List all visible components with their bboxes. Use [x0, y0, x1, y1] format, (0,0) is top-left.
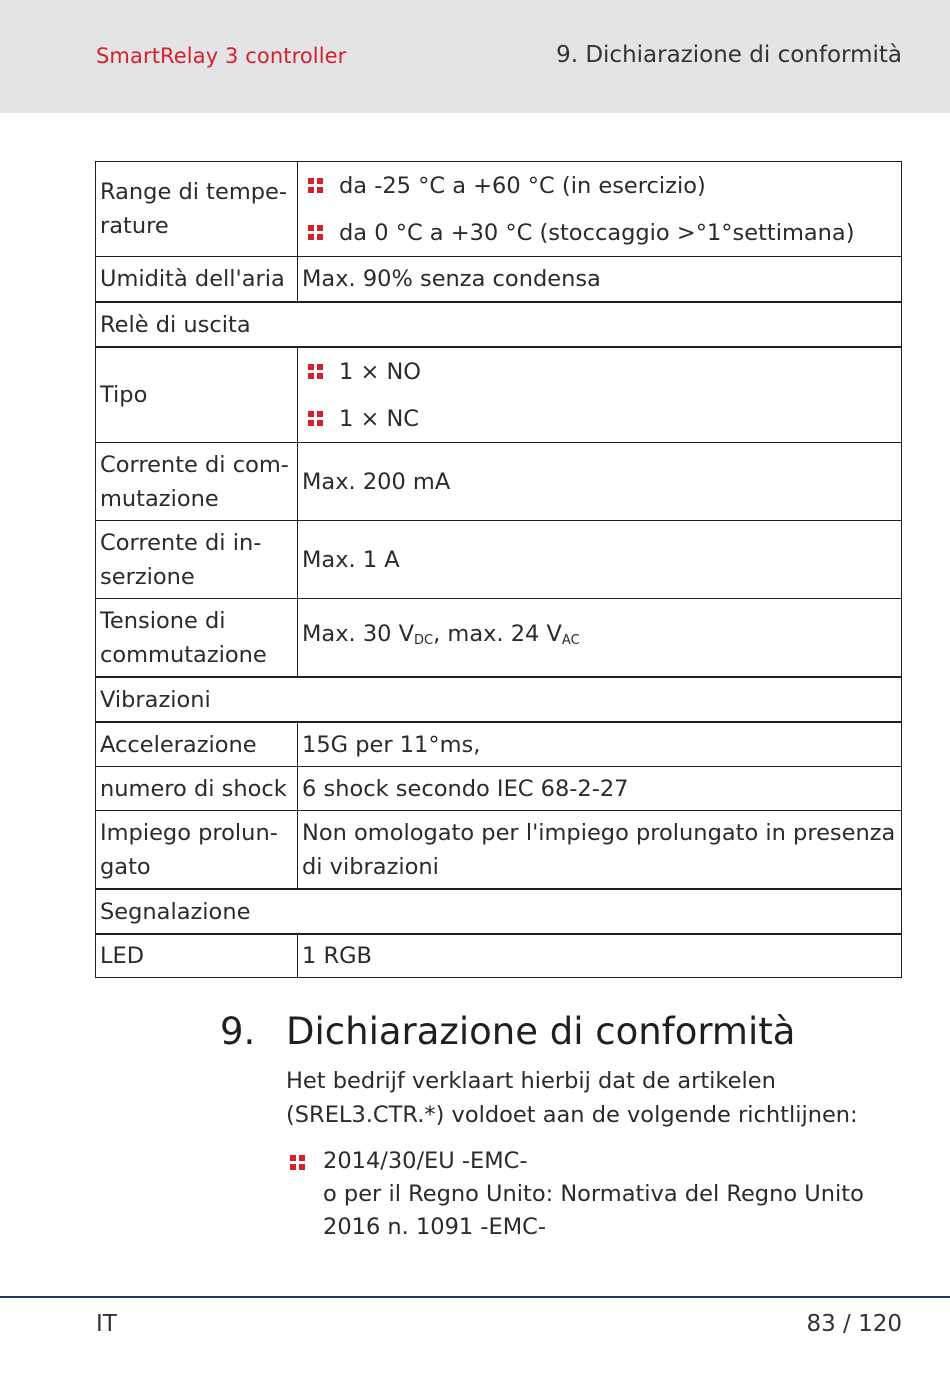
table-row	[96, 722, 902, 767]
footer-divider	[0, 1296, 950, 1298]
switching-voltage-label	[96, 599, 298, 678]
led-value: 1 RGB	[298, 934, 902, 978]
voltage-ac-text: , max. 24 V	[433, 621, 562, 647]
bullet-icon	[308, 178, 323, 193]
prolonged-use-label-line2: gato	[100, 853, 151, 880]
paragraph-line2: (SREL3.CTR.*) voldoet aan de volgende richtlijnen:	[286, 1102, 858, 1128]
prolonged-use-label-line1: Impiego prolun-	[100, 819, 278, 846]
table-row	[96, 347, 902, 443]
directive-list	[290, 1145, 910, 1244]
list-item	[323, 1145, 910, 1244]
table-row	[96, 599, 902, 678]
directive-line3: 2016 n. 1091 -EMC-	[323, 1214, 546, 1240]
switching-current-label-line1: Corrente di com-	[100, 451, 289, 478]
temperature-value	[298, 162, 902, 257]
section-paragraph	[286, 1064, 906, 1132]
bullet-icon	[308, 364, 323, 379]
led-label: LED	[96, 934, 298, 978]
section-signaling: Segnalazione	[96, 889, 902, 934]
table-row	[96, 767, 902, 811]
table-row	[96, 677, 902, 722]
type-no: 1 × NO	[339, 358, 422, 385]
directive-line1: 2014/30/EU -EMC-	[323, 1148, 528, 1174]
paragraph-line1: Het bedrijf verklaart hierbij dat de artikelen	[286, 1068, 776, 1094]
voltage-dc-text: Max. 30 V	[302, 621, 414, 647]
section-title: Dichiarazione di conformità	[286, 1010, 796, 1053]
acceleration-label: Accelerazione	[96, 722, 298, 767]
list-item	[302, 348, 897, 395]
voltage-dc-subscript: DC	[414, 633, 434, 648]
switching-voltage-label-line2: commutazione	[100, 641, 267, 668]
page-header	[0, 0, 950, 113]
prolonged-use-value	[298, 811, 902, 890]
prolonged-use-label	[96, 811, 298, 890]
temperature-label-line1: Range di tempe-	[100, 179, 287, 205]
switching-current-label-line2: mutazione	[100, 485, 219, 512]
product-name: SmartRelay 3 controller	[96, 44, 347, 68]
inrush-current-label	[96, 521, 298, 599]
shock-count-label: numero di shock	[96, 767, 298, 811]
table-row	[96, 811, 902, 890]
voltage-ac-subscript: AC	[561, 633, 580, 648]
temperature-operating: da -25 °C a +60 °C (in esercizio)	[339, 172, 706, 199]
table-row	[96, 934, 902, 978]
type-value	[298, 347, 902, 443]
section-relay-output: Relè di uscita	[96, 302, 902, 347]
table-row	[96, 443, 902, 521]
table-row	[96, 889, 902, 934]
table-row	[96, 257, 902, 303]
directive-line2: o per il Regno Unito: Normativa del Regno Unito	[323, 1181, 864, 1207]
footer-page-number: 83 / 120	[806, 1311, 902, 1337]
table-row	[96, 521, 902, 599]
chapter-title: 9. Dichiarazione di conformità	[556, 42, 902, 68]
bullet-icon	[308, 225, 323, 240]
type-label: Tipo	[96, 347, 298, 443]
list-item	[302, 162, 897, 209]
switching-voltage-label-line1: Tensione di	[100, 607, 226, 634]
temperature-storage: da 0 °C a +30 °C (stoccaggio >°1°settimana)	[339, 219, 855, 246]
bullet-icon	[308, 411, 323, 426]
type-nc: 1 × NC	[339, 405, 420, 432]
specifications-table	[95, 161, 902, 978]
switching-voltage-value	[298, 599, 902, 678]
footer-language: IT	[96, 1311, 117, 1337]
switching-current-label	[96, 443, 298, 521]
inrush-current-label-line2: serzione	[100, 563, 195, 590]
acceleration-value: 15G per 11°ms,	[298, 722, 902, 767]
table-row	[96, 302, 902, 347]
temperature-label	[96, 162, 298, 257]
prolonged-use-value-line1: Non omologato per l'impiego prolungato in presenza	[302, 819, 896, 846]
prolonged-use-value-line2: di vibrazioni	[302, 853, 439, 880]
section-vibrations: Vibrazioni	[96, 677, 902, 722]
table-row	[96, 162, 902, 257]
switching-current-value: Max. 200 mA	[298, 443, 902, 521]
humidity-label: Umidità dell'aria	[96, 257, 298, 303]
list-item	[302, 395, 897, 442]
bullet-icon	[290, 1155, 305, 1170]
humidity-value: Max. 90% senza condensa	[298, 257, 902, 303]
section-number: 9.	[220, 1010, 256, 1053]
temperature-label-line2: rature	[100, 213, 169, 239]
shock-count-value: 6 shock secondo IEC 68-2-27	[298, 767, 902, 811]
inrush-current-label-line1: Corrente di in-	[100, 529, 262, 556]
list-item	[302, 209, 897, 256]
inrush-current-value: Max. 1 A	[298, 521, 902, 599]
